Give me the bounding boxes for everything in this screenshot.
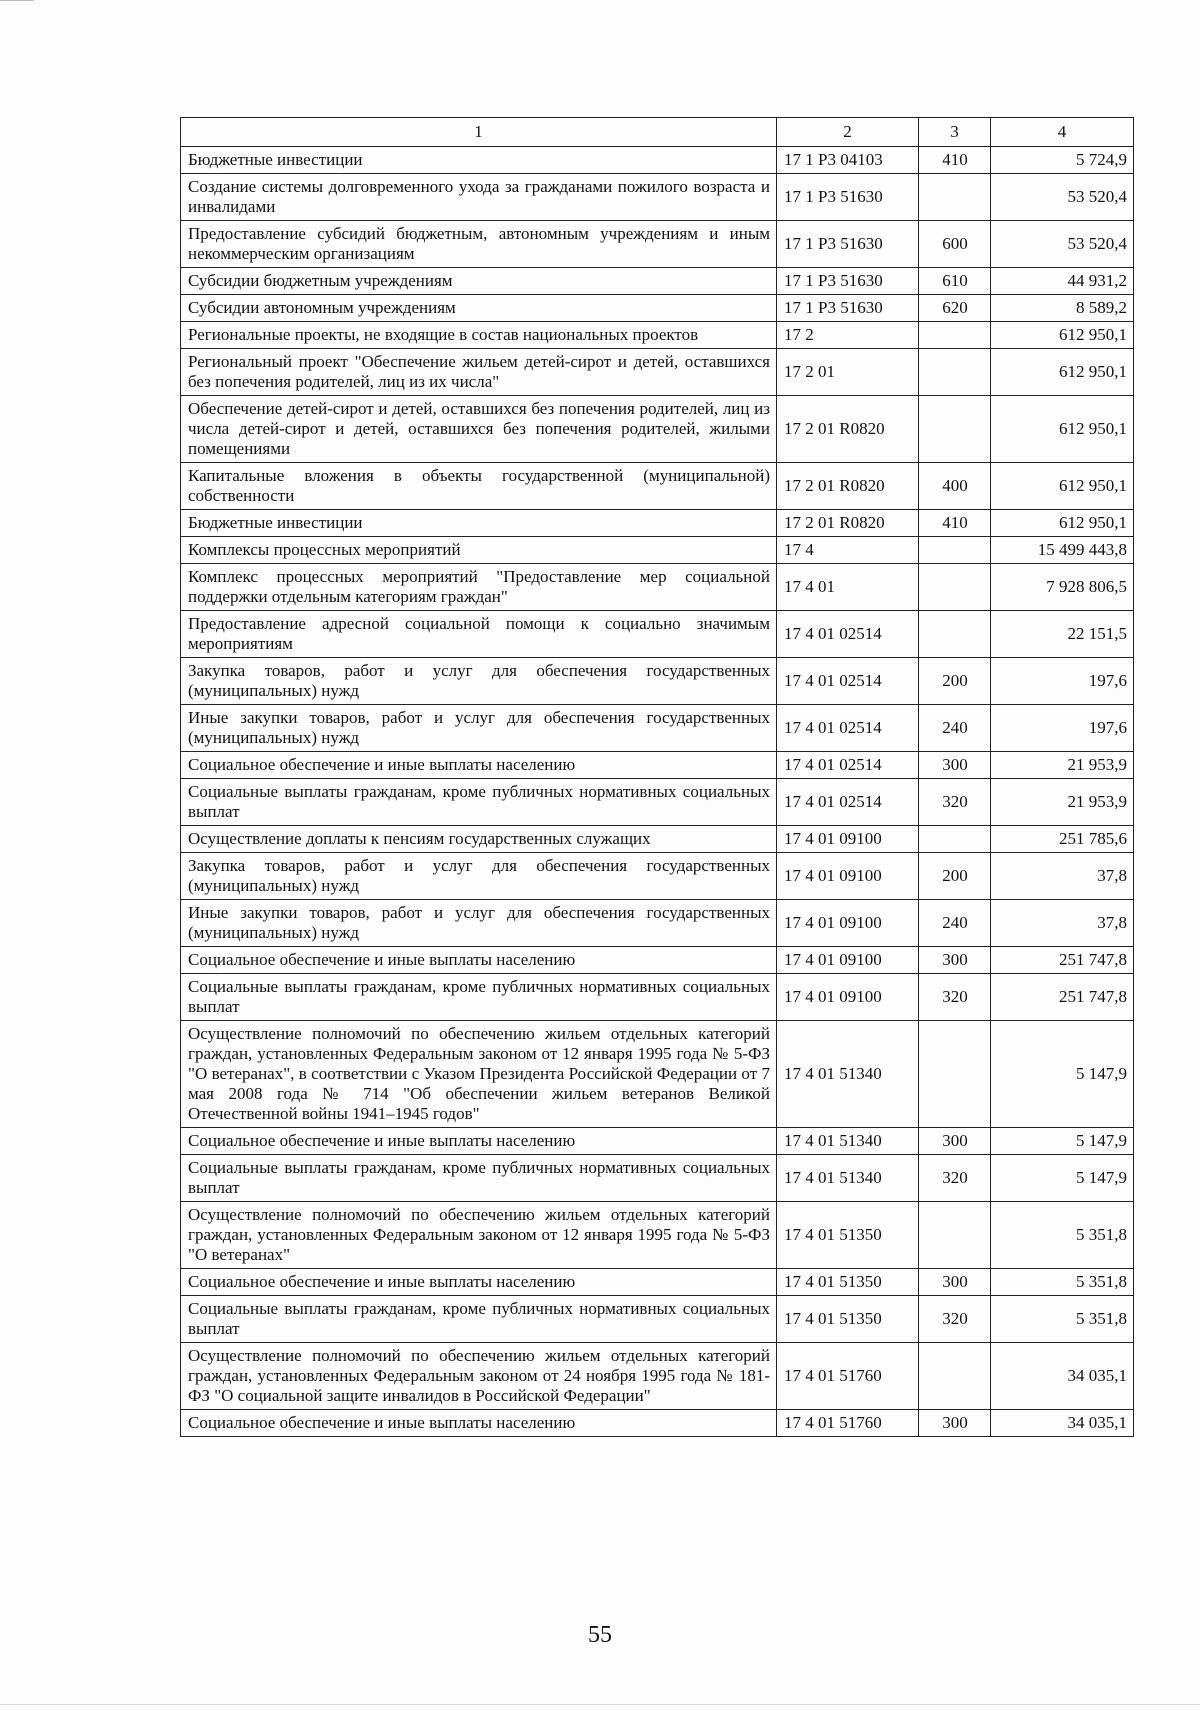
cell-name: Осуществление полномочий по обеспечению жильем отдельных категорий граждан, установленных Федеральным законом от 12 января 1995 года № 5-ФЗ "О ветеранах", в соответствии с Указом Президента Российской Федерации от 7 мая 2008 года № 714 "Об обеспечении жильем ветеранов Великой Отечественной войны 1941–1945 годов" [181, 1021, 777, 1128]
table-row [181, 611, 1134, 658]
cell-type: 300 [919, 752, 991, 779]
cell-sum: 197,6 [991, 658, 1134, 705]
cell-code: 17 4 [777, 537, 919, 564]
cell-code: 17 2 01 [777, 349, 919, 396]
cell-sum: 612 950,1 [991, 322, 1134, 349]
table-row [181, 463, 1134, 510]
table-row [181, 1269, 1134, 1296]
cell-type [919, 564, 991, 611]
cell-type: 400 [919, 463, 991, 510]
cell-type: 300 [919, 1128, 991, 1155]
cell-code: 17 4 01 51760 [777, 1410, 919, 1437]
cell-type [919, 1021, 991, 1128]
cell-sum: 34 035,1 [991, 1410, 1134, 1437]
cell-code: 17 2 01 R0820 [777, 510, 919, 537]
cell-name: Социальные выплаты гражданам, кроме публичных нормативных социальных выплат [181, 779, 777, 826]
cell-name: Предоставление субсидий бюджетным, автономным учреждениям и иным некоммерческим организациям [181, 221, 777, 268]
cell-sum: 197,6 [991, 705, 1134, 752]
cell-type: 300 [919, 1410, 991, 1437]
cell-name: Социальное обеспечение и иные выплаты населению [181, 1128, 777, 1155]
cell-type [919, 1202, 991, 1269]
cell-name: Социальное обеспечение и иные выплаты населению [181, 947, 777, 974]
cell-type: 320 [919, 974, 991, 1021]
cell-name: Субсидии автономным учреждениям [181, 295, 777, 322]
cell-code: 17 4 01 51350 [777, 1202, 919, 1269]
cell-sum: 5 724,9 [991, 147, 1134, 174]
table-row [181, 1202, 1134, 1269]
cell-name: Региональный проект "Обеспечение жильем детей-сирот и детей, оставшихся без попечения родителей, лиц из их числа" [181, 349, 777, 396]
cell-type [919, 826, 991, 853]
cell-type [919, 174, 991, 221]
cell-name: Социальные выплаты гражданам, кроме публичных нормативных социальных выплат [181, 1155, 777, 1202]
cell-name: Региональные проекты, не входящие в состав национальных проектов [181, 322, 777, 349]
cell-type: 620 [919, 295, 991, 322]
cell-type: 200 [919, 658, 991, 705]
cell-type: 320 [919, 1296, 991, 1343]
cell-code: 17 4 01 51350 [777, 1296, 919, 1343]
table-row [181, 826, 1134, 853]
cell-type: 320 [919, 779, 991, 826]
table-row [181, 147, 1134, 174]
table-row [181, 1296, 1134, 1343]
cell-code: 17 4 01 09100 [777, 853, 919, 900]
cell-sum: 612 950,1 [991, 510, 1134, 537]
column-header-2: 2 [777, 118, 919, 147]
cell-sum: 15 499 443,8 [991, 537, 1134, 564]
table-row [181, 349, 1134, 396]
table-row [181, 1343, 1134, 1410]
cell-type: 300 [919, 1269, 991, 1296]
cell-code: 17 1 Р3 51630 [777, 295, 919, 322]
table-row [181, 900, 1134, 947]
cell-sum: 34 035,1 [991, 1343, 1134, 1410]
cell-name: Социальное обеспечение и иные выплаты населению [181, 1269, 777, 1296]
cell-code: 17 4 01 02514 [777, 779, 919, 826]
cell-sum: 5 351,8 [991, 1269, 1134, 1296]
cell-name: Социальное обеспечение и иные выплаты населению [181, 752, 777, 779]
cell-sum: 22 151,5 [991, 611, 1134, 658]
cell-sum: 612 950,1 [991, 463, 1134, 510]
cell-name: Осуществление полномочий по обеспечению жильем отдельных категорий граждан, установленных Федеральным законом от 24 ноября 1995 года № 181-ФЗ "О социальной защите инвалидов в Российской Федерации" [181, 1343, 777, 1410]
cell-type [919, 537, 991, 564]
cell-name: Создание системы долговременного ухода за гражданами пожилого возраста и инвалидами [181, 174, 777, 221]
table-row [181, 174, 1134, 221]
cell-sum: 5 147,9 [991, 1155, 1134, 1202]
page-number: 55 [588, 1622, 612, 1648]
cell-type: 410 [919, 147, 991, 174]
cell-code: 17 4 01 51340 [777, 1128, 919, 1155]
cell-sum: 7 928 806,5 [991, 564, 1134, 611]
cell-name: Социальные выплаты гражданам, кроме публичных нормативных социальных выплат [181, 1296, 777, 1343]
cell-name: Осуществление полномочий по обеспечению жильем отдельных категорий граждан, установленных Федеральным законом от 12 января 1995 года № 5-ФЗ "О ветеранах" [181, 1202, 777, 1269]
cell-code: 17 4 01 02514 [777, 752, 919, 779]
cell-code: 17 2 [777, 322, 919, 349]
cell-name: Предоставление адресной социальной помощи к социально значимым мероприятиям [181, 611, 777, 658]
cell-name: Иные закупки товаров, работ и услуг для обеспечения государственных (муниципальных) нужд [181, 705, 777, 752]
cell-type: 600 [919, 221, 991, 268]
cell-name: Закупка товаров, работ и услуг для обеспечения государственных (муниципальных) нужд [181, 658, 777, 705]
cell-type: 610 [919, 268, 991, 295]
cell-sum: 8 589,2 [991, 295, 1134, 322]
table-row [181, 537, 1134, 564]
table-row [181, 268, 1134, 295]
budget-table [180, 117, 1134, 1437]
cell-sum: 37,8 [991, 853, 1134, 900]
column-header-4: 4 [991, 118, 1134, 147]
cell-sum: 5 147,9 [991, 1128, 1134, 1155]
table-row [181, 1155, 1134, 1202]
scan-artifact [0, 0, 34, 1]
table-row [181, 510, 1134, 537]
cell-sum: 37,8 [991, 900, 1134, 947]
cell-sum: 5 351,8 [991, 1296, 1134, 1343]
cell-code: 17 4 01 02514 [777, 611, 919, 658]
table-row [181, 564, 1134, 611]
cell-type [919, 396, 991, 463]
cell-code: 17 2 01 R0820 [777, 396, 919, 463]
cell-code: 17 4 01 09100 [777, 900, 919, 947]
scan-artifact [0, 1704, 1200, 1705]
table-row [181, 779, 1134, 826]
cell-code: 17 4 01 51350 [777, 1269, 919, 1296]
table-row [181, 322, 1134, 349]
cell-code: 17 4 01 51760 [777, 1343, 919, 1410]
cell-type: 300 [919, 947, 991, 974]
cell-type: 240 [919, 900, 991, 947]
table-row [181, 658, 1134, 705]
cell-name: Капитальные вложения в объекты государственной (муниципальной) собственности [181, 463, 777, 510]
cell-code: 17 4 01 02514 [777, 705, 919, 752]
cell-type: 320 [919, 1155, 991, 1202]
cell-code: 17 4 01 51340 [777, 1021, 919, 1128]
table-row [181, 1410, 1134, 1437]
cell-name: Осуществление доплаты к пенсиям государственных служащих [181, 826, 777, 853]
cell-sum: 21 953,9 [991, 779, 1134, 826]
cell-code: 17 1 Р3 04103 [777, 147, 919, 174]
table-row [181, 705, 1134, 752]
cell-code: 17 4 01 09100 [777, 947, 919, 974]
table-row [181, 752, 1134, 779]
cell-type: 200 [919, 853, 991, 900]
cell-sum: 44 931,2 [991, 268, 1134, 295]
cell-type [919, 322, 991, 349]
cell-code: 17 4 01 51340 [777, 1155, 919, 1202]
cell-code: 17 1 Р3 51630 [777, 221, 919, 268]
table-row [181, 853, 1134, 900]
cell-sum: 53 520,4 [991, 221, 1134, 268]
cell-name: Иные закупки товаров, работ и услуг для обеспечения государственных (муниципальных) нужд [181, 900, 777, 947]
cell-sum: 612 950,1 [991, 396, 1134, 463]
cell-sum: 5 147,9 [991, 1021, 1134, 1128]
cell-type [919, 349, 991, 396]
cell-type: 240 [919, 705, 991, 752]
table-row [181, 974, 1134, 1021]
cell-sum: 251 785,6 [991, 826, 1134, 853]
table-row [181, 1021, 1134, 1128]
cell-code: 17 4 01 02514 [777, 658, 919, 705]
cell-sum: 251 747,8 [991, 974, 1134, 1021]
cell-name: Комплекс процессных мероприятий "Предоставление мер социальной поддержки отдельным категориям граждан" [181, 564, 777, 611]
table-row [181, 1128, 1134, 1155]
cell-name: Социальные выплаты гражданам, кроме публичных нормативных социальных выплат [181, 974, 777, 1021]
cell-name: Субсидии бюджетным учреждениям [181, 268, 777, 295]
cell-type [919, 1343, 991, 1410]
column-header-3: 3 [919, 118, 991, 147]
table-row [181, 221, 1134, 268]
cell-sum: 251 747,8 [991, 947, 1134, 974]
cell-sum: 53 520,4 [991, 174, 1134, 221]
cell-code: 17 4 01 09100 [777, 826, 919, 853]
cell-name: Обеспечение детей-сирот и детей, оставшихся без попечения родителей, лиц из числа детей-сирот и детей, оставшихся без попечения родителей, жилыми помещениями [181, 396, 777, 463]
cell-name: Бюджетные инвестиции [181, 510, 777, 537]
cell-name: Закупка товаров, работ и услуг для обеспечения государственных (муниципальных) нужд [181, 853, 777, 900]
cell-sum: 21 953,9 [991, 752, 1134, 779]
cell-name: Бюджетные инвестиции [181, 147, 777, 174]
cell-code: 17 4 01 09100 [777, 974, 919, 1021]
table-row [181, 396, 1134, 463]
cell-type: 410 [919, 510, 991, 537]
cell-code: 17 1 Р3 51630 [777, 268, 919, 295]
cell-code: 17 1 Р3 51630 [777, 174, 919, 221]
cell-name: Социальное обеспечение и иные выплаты населению [181, 1410, 777, 1437]
cell-code: 17 2 01 R0820 [777, 463, 919, 510]
table-row [181, 295, 1134, 322]
cell-sum: 612 950,1 [991, 349, 1134, 396]
column-header-1: 1 [181, 118, 777, 147]
cell-type [919, 611, 991, 658]
cell-name: Комплексы процессных мероприятий [181, 537, 777, 564]
table-header-row [181, 118, 1134, 147]
cell-code: 17 4 01 [777, 564, 919, 611]
cell-sum: 5 351,8 [991, 1202, 1134, 1269]
table-body [181, 147, 1134, 1437]
table-row [181, 947, 1134, 974]
